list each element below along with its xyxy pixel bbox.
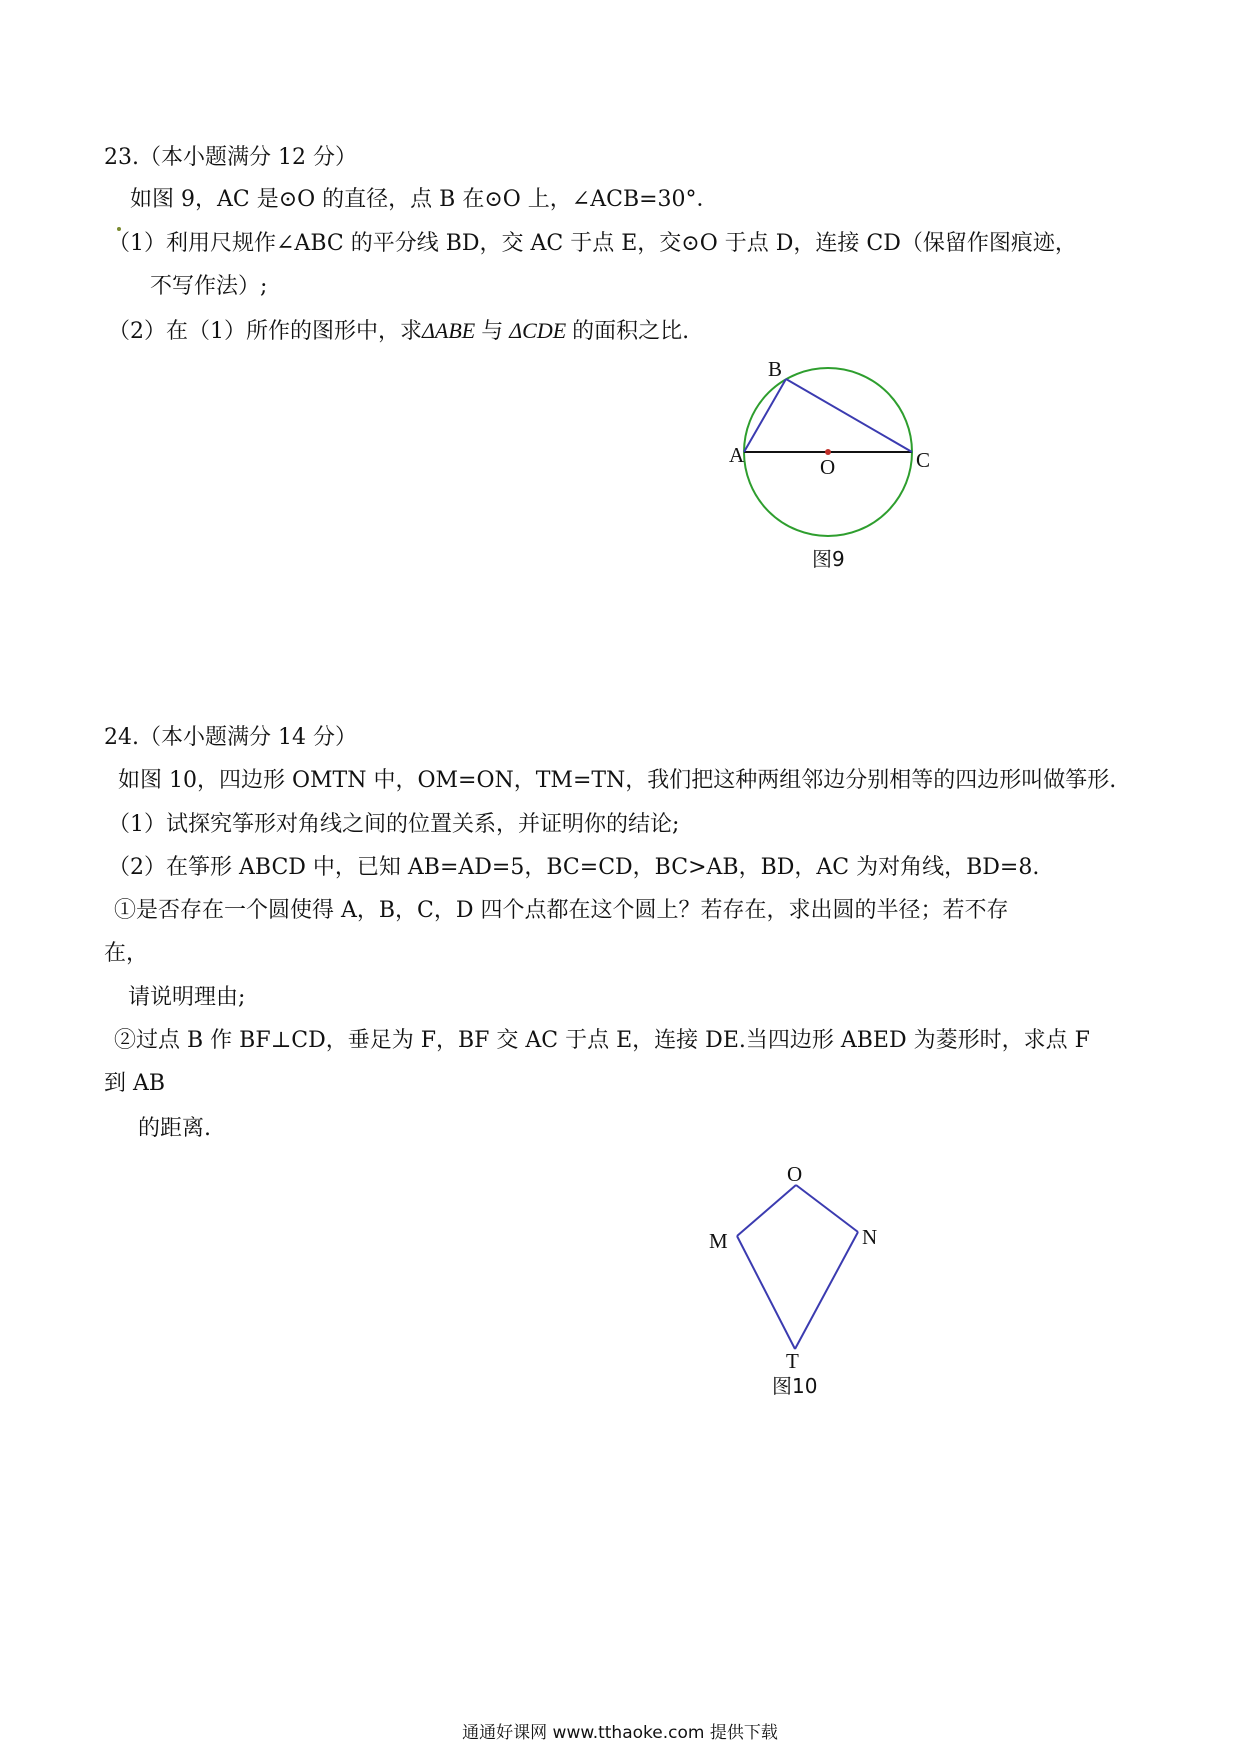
figure-10-caption: 图10 (772, 1374, 818, 1398)
label-t: T (786, 1349, 799, 1373)
q23-heading: 23.（本小题满分 12 分） (104, 145, 357, 170)
q23-part2-suffix: 的面积之比. (572, 319, 690, 344)
q23-part1-line1: （1）利用尺规作∠ABC 的平分线 BD，交 AC 于点 E，交⊙O 于点 D，连接 CD（保留作图痕迹， (108, 231, 1077, 256)
q24-sub2-line2: 到 AB (104, 1071, 166, 1096)
q23-triangle-cde: ΔCDE (509, 318, 567, 343)
q24-heading: 24.（本小题满分 14 分） (104, 725, 357, 750)
q24-part2: （2）在筝形 ABCD 中，已知 AB=AD=5，BC=CD，BC>AB，BD，AC 为对角线，BD=8. (108, 855, 1040, 880)
q24-sub2-line1: ②过点 B 作 BF⊥CD，垂足为 F，BF 交 AC 于点 E，连接 DE.当四边形 ABED 为菱形时，求点 F (114, 1028, 1090, 1053)
label-a: A (729, 443, 745, 467)
q23-intro: 如图 9，AC 是⊙O 的直径，点 B 在⊙O 上，∠ACB=30°． (130, 187, 719, 212)
q24-sub1-line2: 在， (104, 941, 149, 966)
label-o-kite: O (787, 1162, 803, 1186)
q23-part2-prefix: （2）在（1）所作的图形中，求 (108, 319, 422, 344)
edge-mt (737, 1236, 795, 1349)
q23-triangle-abe: ΔABE (422, 318, 476, 343)
q23-part1-line2: 不写作法）; (150, 274, 268, 299)
label-b: B (768, 357, 783, 381)
edge-nt (795, 1232, 858, 1349)
footer-source: 通通好课网 www.tthaoke.com 提供下载 (462, 1723, 778, 1743)
chord-bc (786, 379, 912, 452)
label-n: N (862, 1225, 878, 1249)
q24-part1: （1）试探究筝形对角线之间的位置关系，并证明你的结论; (108, 812, 680, 837)
q24-sub1-line3: 请说明理由; (128, 985, 246, 1010)
figure-9-caption: 图9 (812, 547, 845, 571)
q24-intro: 如图 10，四边形 OMTN 中，OM=ON，TM=TN，我们把这种两组邻边分别相等的四边形叫做筝形. (118, 768, 1117, 793)
label-m: M (709, 1229, 728, 1253)
q23-part2-mid: 与 (481, 319, 504, 344)
q24-sub2-line3: 的距离. (138, 1116, 211, 1141)
label-o: O (820, 455, 836, 479)
q24-sub1-line1: ①是否存在一个圆使得 A，B，C，D 四个点都在这个圆上？若存在，求出圆的半径；若不存 (114, 898, 1009, 923)
edge-on (796, 1185, 858, 1232)
chord-ab (744, 379, 786, 452)
label-c: C (916, 448, 931, 472)
edge-om (737, 1185, 796, 1236)
